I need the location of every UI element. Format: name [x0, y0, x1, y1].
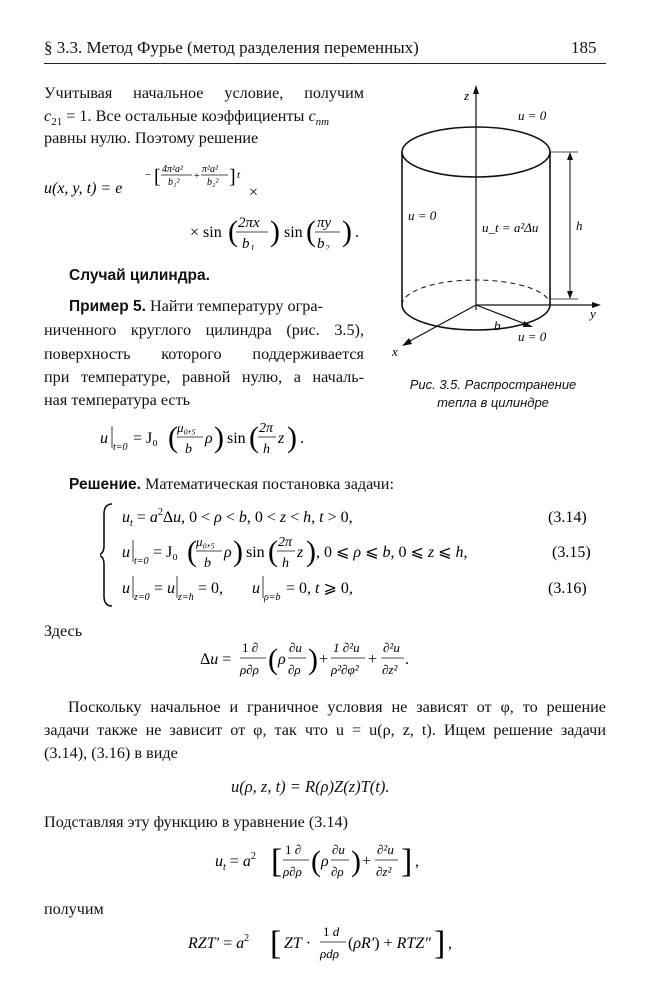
ic-2pi: 2π: [259, 421, 274, 436]
example-line-4: при температуре, равной нулю, а началь-: [44, 368, 364, 386]
lap-plus1: +: [319, 651, 329, 668]
label-bottom: u = 0: [518, 329, 547, 344]
frac1-num: 2πx: [238, 215, 260, 231]
ic-sin: sin: [227, 430, 246, 447]
ut-f2-num: ∂u: [332, 842, 345, 857]
sys2-pl2: (: [268, 535, 278, 568]
example-line-3: поверхность которого поддерживается: [44, 345, 364, 363]
ic-rho: ρ: [205, 430, 213, 447]
ut-f1-num: 1 ∂: [285, 842, 302, 857]
initial-condition-formula: [100, 412, 340, 462]
solution-label: Решение.: [69, 476, 141, 493]
frac2-num: πy: [317, 215, 332, 231]
ut-bl: [: [271, 843, 283, 880]
sys2-mu: μ₀,₅: [196, 534, 215, 549]
x-axis: [408, 305, 476, 342]
ut-f2-den: ∂ρ: [331, 864, 344, 879]
laplacian-svg: [200, 634, 460, 684]
coef-c21-sub: 21: [51, 116, 63, 129]
header-rule: [44, 63, 606, 64]
page-number: 185: [571, 38, 597, 57]
lap-pl: (: [268, 643, 278, 676]
sys2-pr1: ): [233, 535, 243, 568]
sys1-number: (3.14): [548, 509, 587, 526]
ic-paren-l2: (: [249, 421, 259, 454]
caption-line-2: тепла в цилиндре: [437, 395, 549, 410]
formula-times: ×: [249, 184, 259, 201]
obtain-word: получим: [44, 900, 104, 918]
para-line-3: (3.14), (3.16) в виде: [44, 744, 178, 762]
running-header: § 3.3. Метод Фурье (метод разделения переменных): [44, 38, 419, 57]
exp-num2: π²a²: [202, 164, 219, 175]
rzt-svg: [188, 916, 458, 970]
solution-formula: [44, 160, 374, 250]
example-line-5: ная температура есть: [44, 391, 191, 409]
rzt-bl: [: [270, 925, 282, 962]
lap-period: .: [405, 651, 409, 668]
ic-eq: = J₀: [133, 430, 158, 447]
sys2-u: u: [122, 544, 130, 561]
label-b: b: [494, 318, 501, 333]
rzt-rest: (ρR′) + RTZ″: [348, 935, 431, 952]
rzt-f-den: ρdρ: [320, 946, 339, 961]
subheading-cylinder: Случай цилиндра.: [69, 267, 210, 284]
paren-r1: ): [270, 215, 280, 248]
label-center: u_t = a²Δu: [482, 220, 539, 235]
ut-lhs: $u_t = a^2$: [215, 851, 256, 873]
frac1-den: b₁: [242, 236, 255, 250]
rzt-zt: ZT ·: [284, 935, 312, 952]
ic-paren-r1: ): [214, 421, 224, 454]
sys2-conds: , 0 ⩽ ρ ⩽ b, 0 ⩽ z ⩽ h,: [316, 544, 468, 561]
ut-pl: (: [311, 845, 321, 878]
example-line-1: [69, 296, 364, 317]
sys3-eq3: = 0, t ⩾ 0,: [286, 580, 353, 597]
ut-svg: [215, 834, 435, 888]
system-brace: [100, 504, 112, 606]
sys2-rho: ρ: [224, 544, 232, 561]
label-side: u = 0: [408, 208, 437, 223]
lap-f4-den: ∂z²: [382, 662, 398, 677]
frac2-den: b₂: [317, 236, 330, 250]
system-svg: [100, 500, 610, 610]
ic-period: .: [300, 430, 304, 447]
sys2-pr2: ): [306, 535, 316, 568]
ut-pr: ): [351, 845, 361, 878]
ic-b: b: [185, 442, 192, 457]
intro-line-3: равны нулю. Поэтому решение: [44, 129, 259, 147]
para-line-2: задачи также не зависит от φ, так что u = u(ρ, z, t). Ищем решение задачи: [44, 721, 606, 739]
solution-text: Математическая постановка задачи:: [144, 475, 394, 493]
h-arrow-bottom: [567, 291, 573, 299]
here-word: Здесь: [44, 622, 83, 640]
lap-f2-num: ∂u: [289, 640, 302, 655]
ut-comma: ,: [415, 853, 419, 870]
h-arrow-top: [567, 152, 573, 160]
example-line-2: ниченного круглого цилиндра (рис. 3.5),: [44, 321, 364, 339]
sys2-b: b: [204, 556, 211, 571]
separation-formula: u(ρ, z, t) = R(ρ)Z(z)T(t).: [231, 777, 390, 796]
figure-cylinder: [378, 80, 608, 380]
sys3-u3: u: [252, 580, 260, 597]
lap-f1-den: ρ∂ρ: [240, 662, 259, 677]
sys3-u1: u: [122, 580, 130, 597]
radius-line: [476, 305, 528, 325]
paren-r2: ): [342, 215, 352, 248]
lap-f1-num: 1 ∂: [242, 640, 259, 655]
axis-x-label: x: [392, 344, 398, 359]
caption-line-1: Рис. 3.5. Распространение: [409, 377, 577, 392]
sys3-eq2: = 0,: [198, 580, 224, 597]
sys2-sin: sin: [246, 544, 265, 561]
ic-z: z: [278, 430, 285, 447]
label-top: u = 0: [518, 108, 547, 123]
sys1-eq: $u_t = a^2\Delta u$, 0 < ρ < b, 0 < z < h, t > 0,: [122, 507, 353, 529]
ic-sub: t=0: [113, 442, 128, 453]
solution-line: [69, 474, 394, 495]
formula-lhs: u(x, y, t) = e: [44, 180, 123, 197]
sys3-sub2: z=h: [178, 592, 194, 603]
equation-system: [100, 500, 610, 610]
coef-cnm-sub: nm: [315, 116, 330, 129]
ic-h: h: [263, 442, 270, 457]
ut-f3-num: ∂²u: [377, 842, 394, 857]
exp-t: t: [237, 169, 241, 181]
lap-pr: ): [308, 643, 318, 676]
sys2-h: h: [282, 556, 289, 571]
sys3-sub3: ρ=b: [264, 592, 281, 603]
initial-condition-svg: [100, 412, 340, 462]
ic-u: u: [100, 430, 108, 447]
figure-caption: [378, 376, 608, 412]
sys2-j0: = J₀: [153, 544, 178, 561]
exp-plus: +: [194, 171, 200, 182]
label-h: h: [576, 218, 583, 233]
ut-f1-den: ρ∂ρ: [283, 864, 302, 879]
exp-bracket-l: [: [154, 166, 161, 188]
x-axis-arrow: [402, 338, 412, 346]
exp-minus: −: [145, 169, 152, 181]
paren-l2: (: [306, 215, 316, 248]
sys2-pl1: (: [187, 535, 197, 568]
para-line-1: Поскольку начальное и граничное условия не зависят от φ, то решение: [68, 698, 606, 716]
exp-bracket-r: ]: [229, 166, 236, 188]
rzt-comma: ,: [448, 935, 452, 952]
substituting-line: Подставляя эту функцию в уравнение (3.14): [44, 813, 348, 831]
ic-mu: μ₀,₅: [177, 420, 196, 435]
ut-plus: +: [362, 853, 372, 870]
rzt-br: ]: [434, 925, 446, 962]
sys2-sub: t=0: [134, 556, 149, 567]
sys3-eq1: = u: [154, 580, 176, 597]
intro-line-1: Учитывая начальное условие, получим: [44, 84, 364, 102]
exp-den2: b₂²: [207, 177, 219, 188]
ic-paren-l1: (: [168, 421, 178, 454]
formula-times2: × sin: [190, 224, 222, 241]
sys3-sub1: z=0: [134, 592, 150, 603]
sys2-number: (3.15): [552, 544, 591, 561]
lap-lhs: Δu =: [200, 651, 232, 668]
intro-line-2-text: = 1. Все остальные коэффициенты: [62, 107, 309, 125]
lap-f2-den: ∂ρ: [288, 662, 301, 677]
rzt-lhs: $RZT' = a^2$: [188, 933, 250, 952]
ut-f3-den: ∂z²: [376, 864, 392, 879]
rzt-f-num: 1 d: [323, 924, 340, 939]
sys3-number: (3.16): [548, 580, 587, 597]
lap-f4-num: ∂²u: [383, 640, 400, 655]
sin2: sin: [284, 224, 303, 241]
example-label: Пример 5.: [69, 298, 146, 315]
exp-den1: b₁²: [168, 177, 180, 188]
lap-f3-den: ρ²∂φ²: [331, 662, 359, 677]
lap-f3-num: 1 ∂²u: [333, 640, 360, 655]
sys2-2pi: 2π: [278, 535, 293, 550]
coef-c21: c: [44, 107, 52, 125]
ut-br: ]: [401, 843, 413, 880]
lap-plus2: +: [368, 651, 378, 668]
laplacian-formula: [200, 634, 460, 684]
paren-l1: (: [228, 215, 238, 248]
coef-cnm: c: [308, 107, 316, 125]
cylinder-svg: [378, 80, 608, 380]
ic-paren-r2: ): [287, 421, 297, 454]
axis-y-label: y: [590, 306, 596, 321]
exp-num1: 4π²a²: [162, 164, 184, 175]
rzt-formula: [188, 916, 458, 970]
ut-formula: [215, 834, 435, 888]
example-line-1-text: Найти температуру огра-: [149, 297, 323, 315]
ut-rho: ρ: [321, 853, 329, 870]
solution-formula-svg: [44, 160, 374, 250]
sys2-z: z: [297, 544, 304, 561]
z-axis-arrow: [473, 85, 479, 94]
formula-period: .: [355, 224, 359, 241]
axis-z-label: z: [464, 88, 470, 103]
lap-rho: ρ: [278, 651, 286, 668]
